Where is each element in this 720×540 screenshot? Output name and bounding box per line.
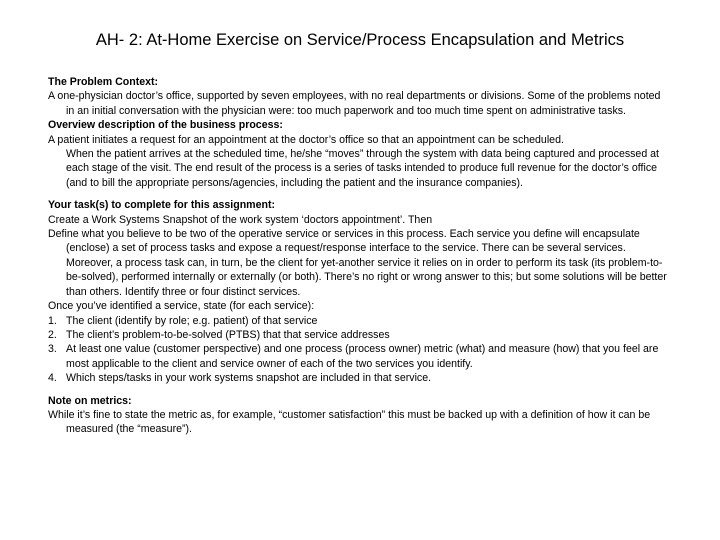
task-line-1: Create a Work Systems Snapshot of the work system ‘doctors appointment’. Then bbox=[48, 213, 433, 226]
list-item-number: 4. bbox=[48, 372, 57, 385]
list-item bbox=[48, 371, 668, 385]
task-line-2: Define what you believe to be two of the operative service or services in this process. Each service you define will encapsulate (enclose) a set of process tasks and expose a request/response interface to the service. There can be several services. Moreover, a process task can, in turn, be the client for yet-another service it relies on in order to perform its task (its problem-to-be-solved), performed internally or externally (or both). There’s no right or wrong answer to this; but some solutions will be better than others. Identify three or four distinct services. bbox=[48, 228, 667, 298]
list-item-text: Which steps/tasks in your work systems snapshot are included in that service. bbox=[66, 372, 432, 385]
list-item-number: 3. bbox=[48, 343, 57, 356]
business-process-text-1: A patient initiates a request for an appointment at the doctor’s office so that an appointment can be scheduled. bbox=[48, 133, 564, 146]
list-item-number: 1. bbox=[48, 314, 57, 327]
business-process-text-2: When the patient arrives at the scheduled time, he/she “moves” through the system with data being captured and processed at each stage of the visit. The end result of the process is a series of tasks intended to produce full revenue for the doctor’s office (and to bill the appropriate persons/agencies, including the patient and the insurance companies). bbox=[66, 148, 659, 189]
problem-context-text: A one-physician doctor’s office, supported by seven employees, with no real departments or divisions. Some of the problems noted in an initial conversation with the physician were: too much paperwork and too much time spent on administrative tasks. bbox=[48, 90, 661, 117]
list-item-text: The client (identify by role; e.g. patient) of that service bbox=[66, 314, 318, 327]
task-line-3: Once you’ve identified a service, state (for each service): bbox=[48, 300, 315, 313]
list-item-text: The client’s problem-to-be-solved (PTBS) that that service addresses bbox=[66, 328, 390, 341]
task-heading: Your task(s) to complete for this assignment: bbox=[48, 199, 276, 212]
metrics-note-text: While it’s fine to state the metric as, for example, “customer satisfaction” this must be backed up with a definition of how it can be measured (the “measure”). bbox=[48, 408, 651, 436]
page-title: AH- 2: At-Home Exercise on Service/Process Encapsulation and Metrics bbox=[95, 31, 625, 49]
list-item bbox=[48, 342, 668, 371]
list-item bbox=[48, 328, 668, 342]
problem-context-heading: The Problem Context: bbox=[48, 76, 159, 88]
list-item-text: At least one value (customer perspective) and one process (process owner) metric (what) and measure (how) that you feel are most applicable to the client and service owner of each of the two services you identify. bbox=[66, 343, 659, 370]
list-item bbox=[48, 314, 668, 328]
metrics-note-heading: Note on metrics: bbox=[48, 394, 132, 407]
document-body bbox=[48, 75, 668, 437]
business-process-heading: Overview description of the business process: bbox=[48, 119, 283, 132]
list-item-number: 2. bbox=[48, 328, 57, 341]
